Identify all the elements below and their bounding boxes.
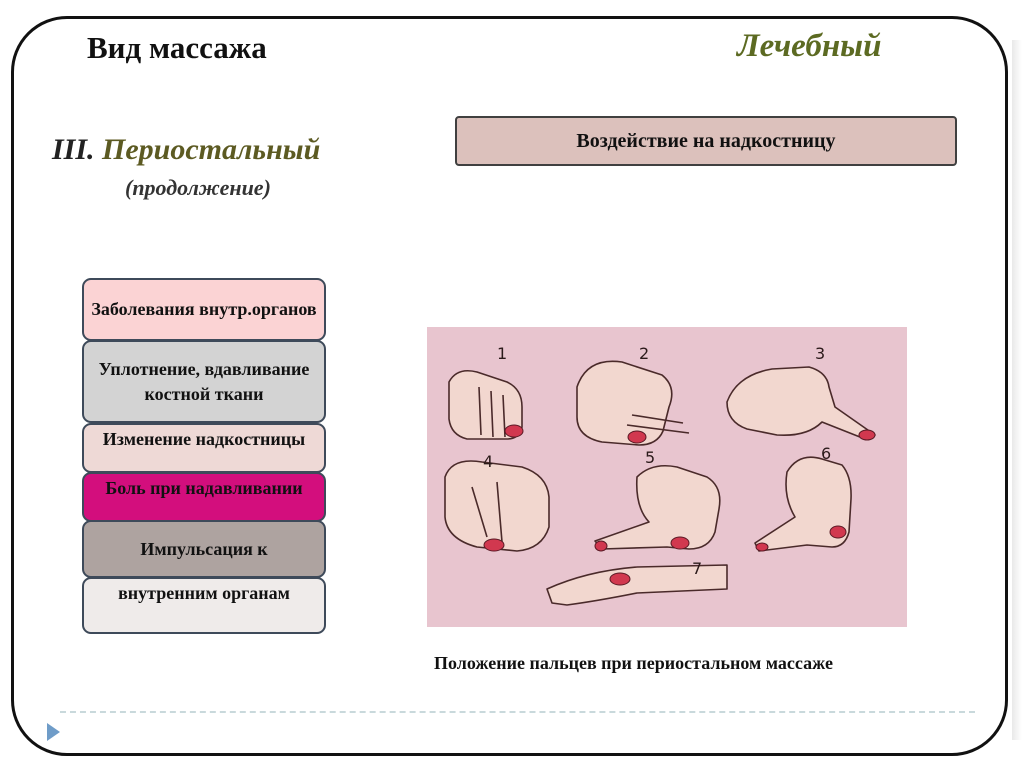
figure-caption: Положение пальцев при периостальном массаже <box>434 653 833 673</box>
nail-1 <box>505 425 523 437</box>
chain-box-label: Изменение надкостницы <box>102 429 306 449</box>
chain-box-label: внутренним органам <box>118 583 290 603</box>
chain-box-compaction <box>82 340 326 423</box>
chain-box-label: Уплотнение, вдавливание костной ткани <box>98 358 310 404</box>
section-number: III. <box>52 133 95 166</box>
nail-4 <box>484 539 504 551</box>
hand-3 <box>727 367 875 439</box>
chain-box-impulse <box>82 520 326 578</box>
figure-number-1: 1 <box>497 344 508 363</box>
section-continuation: (продолжение) <box>125 175 271 200</box>
chain-box-pain <box>82 472 326 522</box>
nail-6 <box>830 526 846 538</box>
figure-number-5: 5 <box>645 448 656 467</box>
figure-number-7: 7 <box>692 559 703 578</box>
chain-box-label: Заболевания внутр.органов <box>91 299 317 319</box>
nail-5b <box>595 541 607 551</box>
chain-box-label: Импульсация к <box>140 538 268 559</box>
chain-box-organs <box>82 577 326 634</box>
effect-box: Воздействие на надкостницу <box>455 116 957 166</box>
nail-7 <box>610 573 630 585</box>
figure-number-4: 4 <box>483 452 494 471</box>
finger-positions-illustration <box>427 327 907 627</box>
frame-shadow <box>1012 40 1022 740</box>
massage-type-title: Лечебный <box>737 28 882 64</box>
footer-divider <box>60 711 975 713</box>
section-name: Периостальный <box>102 133 321 166</box>
next-arrow-icon[interactable] <box>47 723 60 741</box>
figure-number-2: 2 <box>639 344 650 363</box>
nail-2 <box>628 431 646 443</box>
nail-3 <box>859 430 875 440</box>
nail-6b <box>756 543 768 551</box>
figure-number-6: 6 <box>821 444 832 463</box>
chain-box-periosteum-change <box>82 423 326 473</box>
slide-title: Вид массажа <box>87 30 267 65</box>
figure-number-3: 3 <box>815 344 826 363</box>
hand-5 <box>595 466 720 549</box>
section-subtitle <box>52 133 320 167</box>
chain-box-diseases <box>82 278 326 341</box>
hand-4 <box>445 461 549 551</box>
chain-box-label: Боль при надавливании <box>105 478 303 498</box>
hands-drawing <box>427 327 907 627</box>
hand-2 <box>577 361 672 445</box>
nail-5a <box>671 537 689 549</box>
